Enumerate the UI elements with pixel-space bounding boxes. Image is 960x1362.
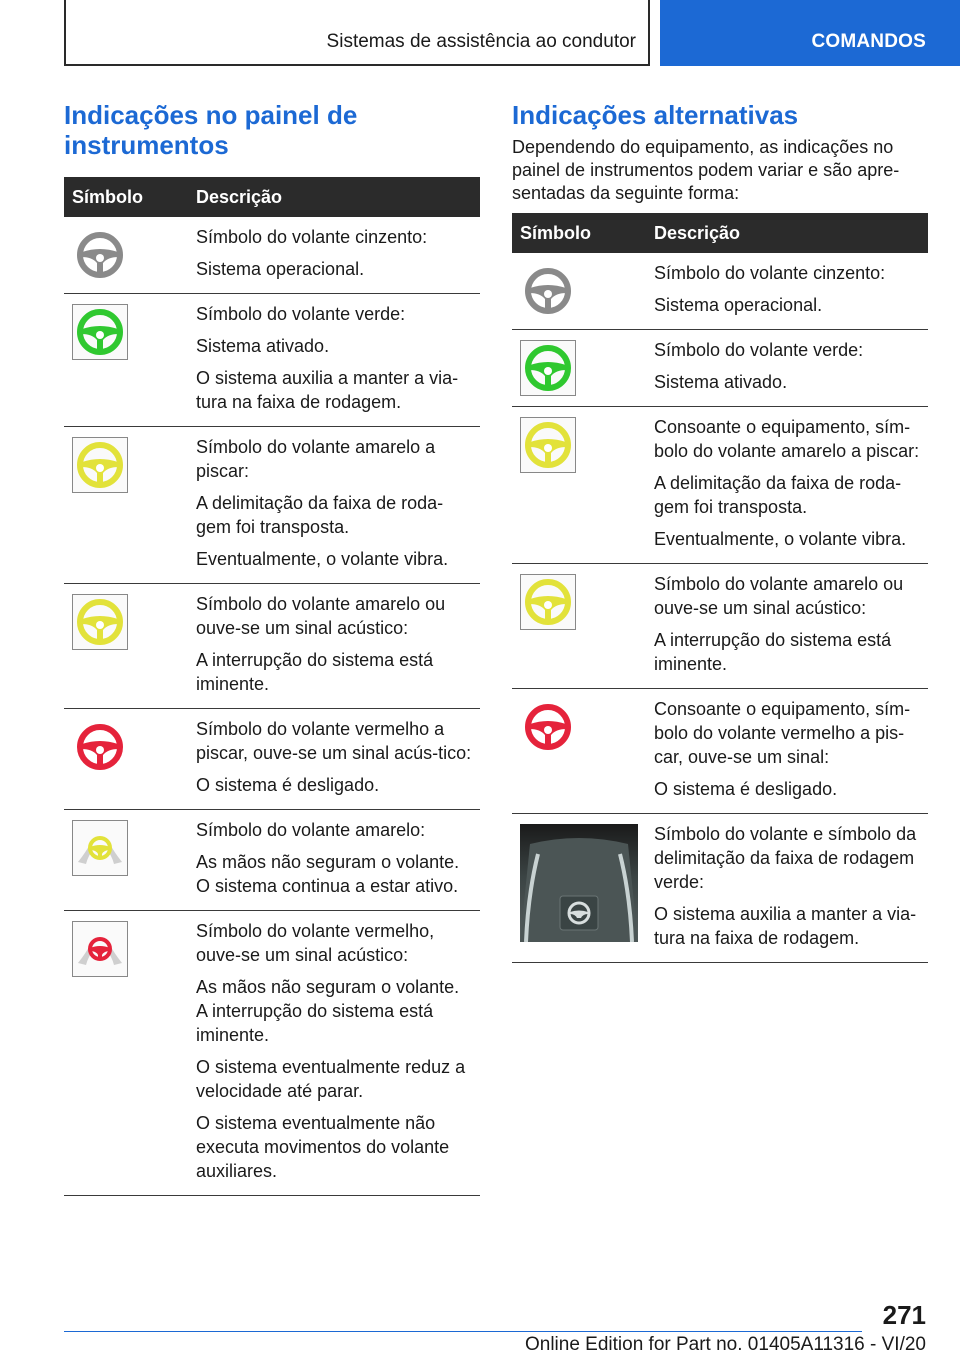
table-header-row	[512, 213, 928, 253]
description-paragraph: Sistema operacional.	[654, 295, 823, 315]
section-label: COMANDOS	[811, 31, 926, 52]
description-paragraph: A delimitação da faixa de roda-gem foi transposta.	[196, 493, 444, 537]
steering-wheel-red-icon	[72, 719, 128, 775]
description-paragraph: A delimitação da faixa de roda-gem foi transposta.	[654, 473, 902, 517]
steering-wheel-yellow-icon	[72, 594, 128, 650]
description-cell	[188, 911, 480, 1196]
table-row	[512, 689, 928, 814]
right-heading: Indicações alternativas	[512, 100, 799, 130]
steering-wheel-grey-icon	[520, 263, 576, 319]
table-row	[512, 253, 928, 330]
table-row	[512, 407, 928, 564]
table-row	[64, 427, 480, 584]
symbol-cell	[512, 689, 646, 814]
steering-wheel-yellow-icon	[72, 437, 128, 493]
description-paragraph: O sistema auxilia a manter a via-tura na faixa de rodagem.	[196, 368, 459, 412]
description-paragraph: Símbolo do volante vermelho a piscar, ouve-se um sinal acús-tico:	[196, 719, 472, 763]
header-title-box	[64, 0, 650, 66]
header-title: Sistemas de assistência ao condutor	[326, 31, 636, 52]
hands-off-yellow-icon	[72, 820, 128, 876]
description-paragraph: Eventualmente, o volante vibra.	[196, 549, 449, 569]
right-column	[512, 100, 928, 963]
table-row	[512, 564, 928, 689]
symbol-cell	[512, 253, 646, 330]
right-intro: Dependendo do equipamento, as indicações no painel de instrumentos podem variar e são apre-sentadas da seguinte forma:	[512, 137, 900, 203]
table-row	[64, 584, 480, 709]
table-header-row	[64, 177, 480, 217]
description-cell	[646, 407, 928, 564]
right-symbol-table	[512, 213, 928, 963]
description-cell	[646, 814, 928, 963]
symbol-cell	[64, 584, 188, 709]
description-paragraph: O sistema é desligado.	[196, 775, 380, 795]
description-paragraph: O sistema auxilia a manter a via-tura na faixa de rodagem.	[654, 904, 917, 948]
description-cell	[188, 294, 480, 427]
description-cell	[188, 810, 480, 911]
symbol-cell	[64, 709, 188, 810]
symbol-cell	[64, 810, 188, 911]
page-number: 271	[882, 1300, 926, 1330]
lane-display-photo	[520, 824, 638, 942]
description-paragraph: A interrupção do sistema está iminente.	[196, 650, 434, 694]
steering-wheel-red-icon	[520, 699, 576, 755]
symbol-cell	[64, 911, 188, 1196]
description-cell	[646, 330, 928, 407]
table-row	[512, 330, 928, 407]
left-column	[64, 100, 480, 1196]
description-paragraph: Símbolo do volante amarelo ou ouve-se um sinal acústico:	[654, 574, 904, 618]
table-row	[64, 217, 480, 294]
symbol-cell	[64, 294, 188, 427]
description-paragraph: Símbolo do volante vermelho, ouve-se um sinal acústico:	[196, 921, 435, 965]
footer-divider	[64, 1331, 862, 1332]
description-paragraph: Símbolo do volante amarelo:	[196, 820, 426, 840]
symbol-cell	[64, 427, 188, 584]
table-row	[512, 814, 928, 963]
description-cell	[188, 427, 480, 584]
section-tab	[660, 0, 960, 66]
description-paragraph: O sistema eventualmente não executa movimentos do volante auxiliares.	[196, 1113, 450, 1181]
symbol-cell	[512, 407, 646, 564]
description-cell	[188, 217, 480, 294]
description-paragraph: As mãos não seguram o volante. A interrupção do sistema está iminente.	[196, 977, 460, 1045]
steering-wheel-yellow-icon	[520, 417, 576, 473]
description-paragraph: Sistema ativado.	[196, 336, 330, 356]
description-paragraph: Sistema ativado.	[654, 372, 788, 392]
footer-edition: Online Edition for Part no. 01405A11316 - VI/20	[524, 1334, 926, 1355]
description-cell	[188, 584, 480, 709]
symbol-cell	[64, 217, 188, 294]
description-paragraph: O sistema é desligado.	[654, 779, 838, 799]
left-symbol-table	[64, 177, 480, 1196]
header-symbol: Símbolo	[72, 186, 143, 207]
description-paragraph: A interrupção do sistema está iminente.	[654, 630, 892, 674]
page-header	[64, 0, 960, 66]
description-paragraph: Símbolo do volante cinzento:	[654, 263, 886, 283]
description-paragraph: Sistema operacional.	[196, 259, 365, 279]
description-paragraph: O sistema eventualmente reduz a velocidade até parar.	[196, 1057, 466, 1101]
symbol-cell	[512, 564, 646, 689]
symbol-cell	[512, 330, 646, 407]
steering-wheel-green-icon	[520, 340, 576, 396]
left-heading: Indicações no painel de instrumentos	[64, 100, 358, 160]
description-cell	[188, 709, 480, 810]
description-paragraph: Símbolo do volante amarelo a piscar:	[196, 437, 436, 481]
steering-wheel-grey-icon	[72, 227, 128, 283]
description-paragraph: Consoante o equipamento, sím-bolo do volante vermelho a pis-car, ouve-se um sinal:	[654, 699, 911, 767]
header-description: Descrição	[196, 186, 283, 207]
description-cell	[646, 253, 928, 330]
table-row	[64, 810, 480, 911]
symbol-cell	[512, 814, 646, 963]
description-paragraph: Símbolo do volante e símbolo da delimitação da faixa de rodagem verde:	[654, 824, 917, 892]
description-paragraph: Símbolo do volante amarelo ou ouve-se um sinal acústico:	[196, 594, 446, 638]
table-row	[64, 709, 480, 810]
table-row	[64, 294, 480, 427]
header-symbol: Símbolo	[520, 222, 591, 243]
steering-wheel-green-icon	[72, 304, 128, 360]
description-paragraph: Eventualmente, o volante vibra.	[654, 529, 907, 549]
steering-wheel-yellow-icon	[520, 574, 576, 630]
description-cell	[646, 689, 928, 814]
table-row	[64, 911, 480, 1196]
description-paragraph: Símbolo do volante verde:	[654, 340, 864, 360]
description-paragraph: Símbolo do volante cinzento:	[196, 227, 428, 247]
description-cell	[646, 564, 928, 689]
description-paragraph: Consoante o equipamento, sím-bolo do volante amarelo a piscar:	[654, 417, 920, 461]
hands-off-red-icon	[72, 921, 128, 977]
description-paragraph: Símbolo do volante verde:	[196, 304, 406, 324]
header-description: Descrição	[654, 222, 741, 243]
description-paragraph: As mãos não seguram o volante. O sistema continua a estar ativo.	[196, 852, 460, 896]
